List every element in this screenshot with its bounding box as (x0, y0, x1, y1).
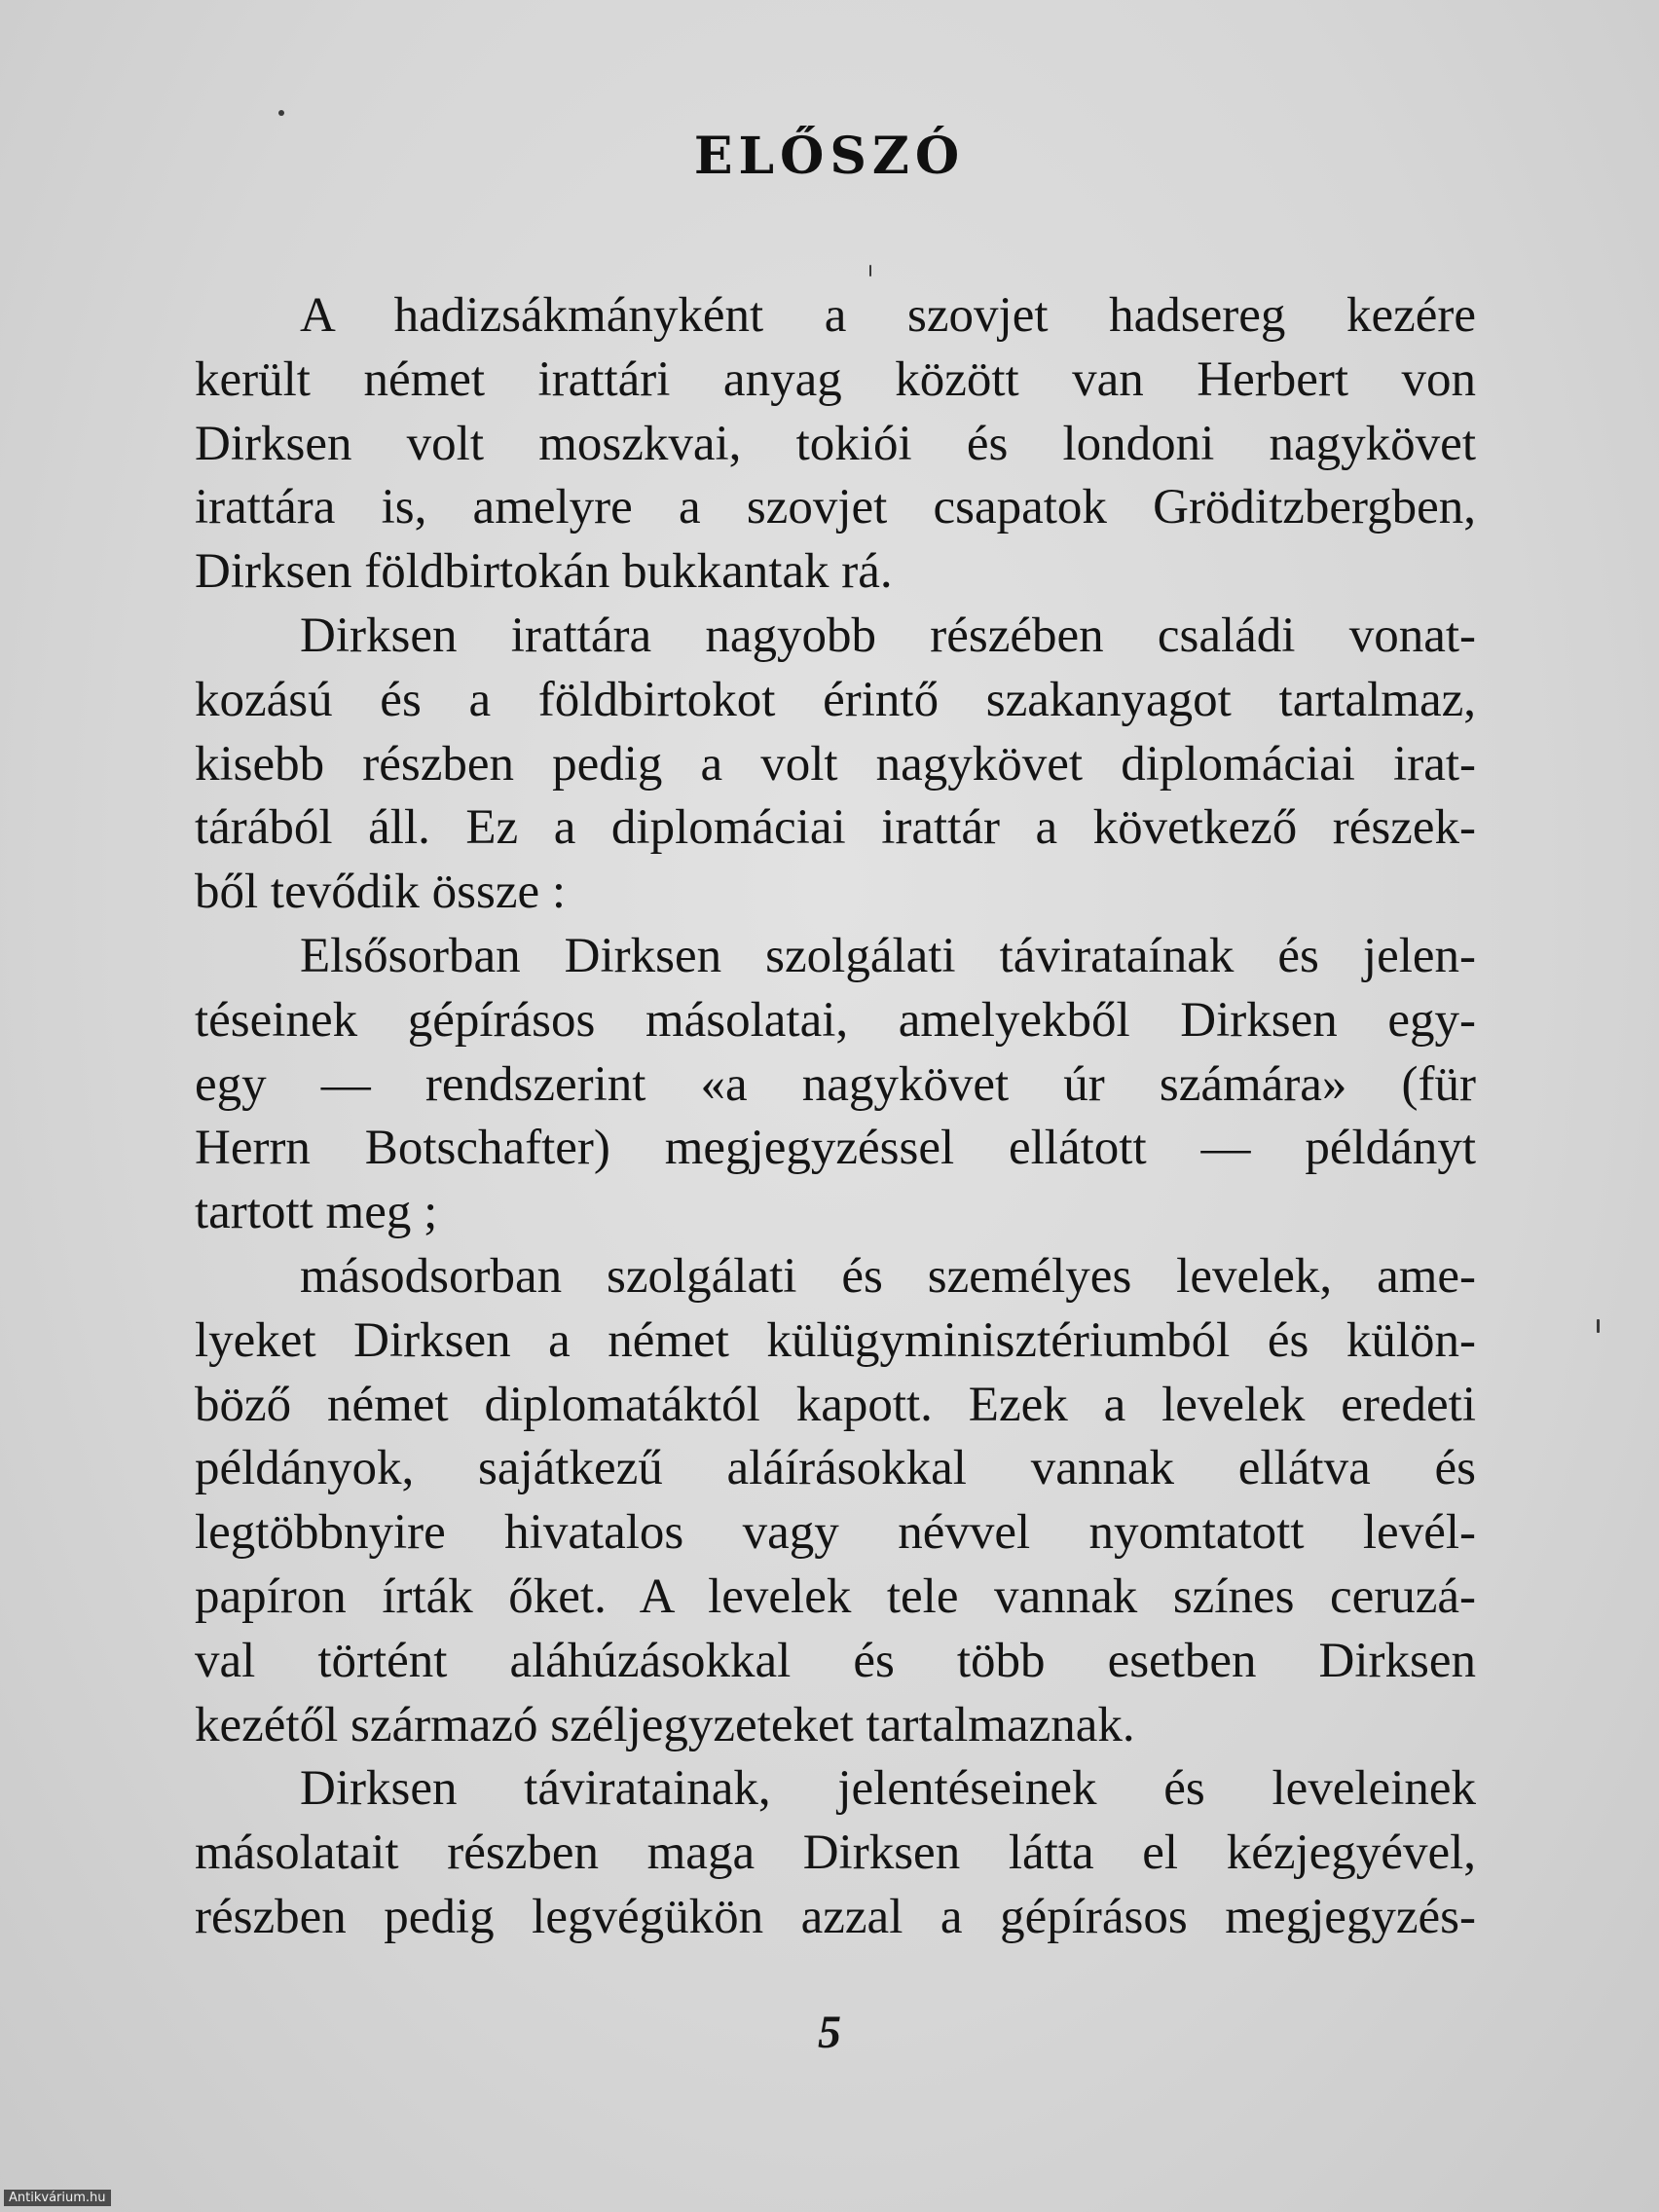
dust-speck (869, 265, 871, 276)
text-line: másolatait részben maga Dirksen látta el kézjegyével, (195, 1825, 1476, 1881)
text-line: lyeket Dirksen a német külügyminisztériumból és külön- (195, 1312, 1476, 1368)
text-line: Elsősorban Dirksen szolgálati távirataínak és jelen- (300, 928, 1476, 983)
text-line: Dirksen földbirtokán bukkantak rá. (195, 544, 893, 600)
text-line: Dirksen volt moszkvai, tokiói és londoni nagykövet (195, 416, 1476, 471)
text-line: kisebb részben pedig a volt nagykövet diplomáciai irat- (195, 736, 1476, 792)
text-line: példányok, sajátkezű aláírásokkal vannak ellátva és (195, 1441, 1476, 1496)
text-line: böző német diplomatáktól kapott. Ezek a levelek eredeti (195, 1377, 1476, 1432)
text-line: egy — rendszerint «a nagykövet úr számára» (für (195, 1056, 1476, 1112)
text-line: Dirksen táviratainak, jelentéseinek és leveleinek (300, 1761, 1476, 1817)
text-line: irattára is, amelyre a szovjet csapatok Gröditzbergben, (195, 480, 1476, 535)
text-line: kozású és a földbirtokot érintő szakanyagot tartalmaz, (195, 672, 1476, 727)
text-line: másodsorban szolgálati és személyes levelek, ame- (300, 1248, 1476, 1304)
text-line: került német irattári anyag között van Herbert von (195, 351, 1476, 407)
page-title: ELŐSZÓ (693, 127, 966, 186)
text-line: A hadizsákmányként a szovjet hadsereg kezére (300, 288, 1476, 343)
text-line: kezétől származó széljegyzeteket tartalmaznak. (195, 1697, 1135, 1752)
text-line: legtöbbnyire hivatalos vagy névvel nyomtatott levél- (195, 1505, 1476, 1561)
text-line: téseinek gépírásos másolatai, amelyekből Dirksen egy- (195, 992, 1476, 1048)
body-text (195, 284, 1476, 1950)
text-line: tárából áll. Ez a diplomáciai irattár a következő részek- (195, 800, 1476, 856)
dust-speck (278, 110, 284, 116)
text-line: val történt aláhúzásokkal és több esetben Dirksen (195, 1633, 1476, 1688)
text-line: ből tevődik össze : (195, 865, 567, 920)
text-line: Herrn Botschafter) megjegyzéssel ellátott — példányt (195, 1121, 1476, 1176)
text-line: Dirksen irattára nagyobb részében családi vonat- (300, 608, 1476, 663)
text-line: tartott meg ; (195, 1185, 438, 1240)
text-line: papíron írták őket. A levelek tele vannak színes ceruzá- (195, 1568, 1476, 1624)
dust-speck (1597, 1319, 1600, 1333)
text-line: részben pedig legvégükön azzal a gépírásos megjegyzés- (195, 1889, 1476, 1944)
page-number: 5 (818, 2007, 841, 2058)
watermark: Antikvárium.hu (4, 2190, 111, 2206)
